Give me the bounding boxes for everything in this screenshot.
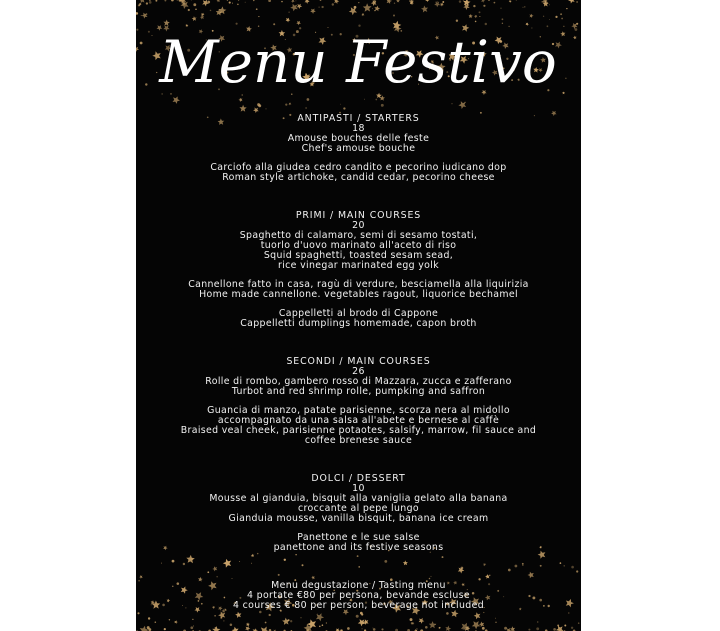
dish-line: Chef's amouse bouche [301, 143, 416, 154]
gold-star [556, 626, 564, 631]
section-price: 26 [352, 366, 365, 377]
gold-dot [227, 0, 228, 1]
gold-dot [437, 1, 438, 2]
gold-dot [482, 627, 485, 630]
gold-dot [164, 0, 166, 1]
gold-dot [214, 615, 216, 617]
gold-star [291, 0, 295, 3]
gold-dot [416, 628, 417, 629]
gold-dot [412, 622, 414, 624]
gold-dot [347, 627, 350, 630]
gold-dot [483, 612, 484, 613]
dish-line: tuorlo d'uovo marinato all'aceto di riso [260, 240, 457, 251]
menu-section-secondi [136, 357, 581, 446]
gold-dot [463, 629, 464, 630]
gold-star [568, 0, 575, 4]
section-title: SECONDI / MAIN COURSES [286, 356, 431, 367]
dish-line: Braised veal cheek, parisienne potaotes, salsify, marrow, fil sauce and [180, 425, 537, 436]
dish [136, 280, 581, 300]
gold-dot [568, 612, 569, 613]
gold-dot [192, 619, 193, 620]
gold-dot [322, 624, 324, 626]
gold-dot [446, 612, 449, 615]
gold-dot [155, 621, 157, 623]
gold-dot [137, 612, 139, 614]
dish-line: Amouse bouches delle feste [287, 133, 430, 144]
dish-line: Spaghetto di calamaro, semi di sesamo tostati, [239, 230, 478, 241]
gold-dot [148, 617, 150, 619]
gold-dot [544, 0, 546, 2]
menu-title [136, 4, 581, 116]
dish-line: Rolle di rombo, gambero rosso di Mazzara, zucca e zafferano [205, 376, 512, 387]
dish [136, 533, 581, 553]
dish-line: Gianduia mousse, vanilla bisquit, banana ice cream [228, 513, 489, 524]
section-price: 20 [352, 220, 365, 231]
dish-line: Cannellone fatto in casa, ragù di verdure, besciamella alla liquirizia [188, 279, 529, 290]
dish [136, 309, 581, 329]
dish-line: rice vinegar marinated egg yolk [278, 260, 439, 271]
gold-dot [326, 622, 327, 623]
gold-dot [171, 0, 174, 1]
gold-dot [564, 625, 566, 627]
gold-star [260, 627, 269, 631]
dish-line: Mousse al gianduia, bisquit alla vaniglia gelato alla banana [209, 493, 508, 504]
menu-section-primi [136, 211, 581, 329]
gold-star [235, 612, 241, 618]
gold-star [396, 0, 400, 3]
dish-line: Cappelletti al brodo di Cappone [278, 308, 439, 319]
menu-title-text: Menu Festivo [159, 28, 557, 96]
gold-star [245, 626, 250, 631]
gold-dot [571, 627, 573, 629]
gold-star [509, 0, 512, 3]
gold-dot [265, 622, 267, 624]
gold-dot [269, 614, 271, 616]
gold-dot [230, 624, 233, 627]
tasting-menu-footer [136, 581, 581, 611]
gold-dot [381, 628, 383, 630]
gold-dot [439, 627, 441, 629]
dish [136, 163, 581, 183]
gold-dot [207, 1, 210, 4]
gold-dot [149, 0, 150, 1]
menu-card [136, 0, 581, 631]
gold-star [445, 626, 451, 631]
footer-line: Menu degustazione / Tasting menu [271, 580, 446, 591]
gold-dot [495, 622, 496, 623]
dish-line: croccante al pepe lungo [298, 503, 419, 514]
gold-dot [409, 1, 410, 2]
gold-star [358, 619, 366, 626]
dish-line: Home made cannellone. vegetables ragout, liquorice bechamel [199, 289, 518, 300]
dish [136, 494, 581, 524]
gold-star [510, 626, 515, 631]
gold-dot [290, 620, 292, 622]
gold-star [212, 626, 220, 631]
gold-dot [301, 617, 302, 618]
dish [136, 231, 581, 271]
gold-dot [537, 621, 538, 622]
gold-dot [238, 0, 239, 1]
gold-dot [295, 0, 296, 1]
gold-star [246, 622, 250, 626]
gold-dot [193, 626, 194, 627]
dish-line: Cappelletti dumplings homemade, capon broth [240, 318, 477, 329]
gold-star [282, 618, 290, 625]
gold-dot [536, 627, 539, 630]
gold-star [429, 621, 437, 628]
gold-dot [253, 0, 254, 1]
gold-star [139, 0, 145, 3]
gold-dot [425, 626, 428, 629]
gold-dot [516, 0, 517, 1]
dish-line: panettone and its festive seasons [273, 542, 444, 553]
section-price: 10 [352, 483, 365, 494]
menu-section-starters [136, 114, 581, 183]
gold-dot [504, 627, 507, 630]
gold-star [217, 0, 221, 2]
dish-line: Guancia di manzo, patate parisienne, scorza nera al midollo [207, 405, 510, 416]
footer-line: 4 courses € 80 per person, beverage not included [232, 600, 485, 611]
gold-dot [578, 622, 580, 624]
gold-dot [169, 619, 170, 620]
gold-star [419, 618, 425, 624]
gold-dot [215, 627, 217, 629]
gold-dot [259, 611, 262, 614]
menu-content [136, 114, 581, 611]
section-title: PRIMI / MAIN COURSES [295, 210, 422, 221]
gold-dot [190, 626, 193, 629]
gold-dot [179, 0, 182, 2]
section-price: 18 [352, 123, 365, 134]
gold-dot [361, 613, 363, 615]
section-title: DOLCI / DESSERT [311, 473, 406, 484]
gold-dot [488, 0, 490, 1]
section-title: ANTIPASTI / STARTERS [297, 113, 420, 124]
dish [136, 134, 581, 154]
gold-dot [442, 1, 444, 3]
gold-dot [268, 0, 271, 2]
gold-dot [372, 628, 373, 629]
gold-dot [361, 628, 362, 629]
gold-dot [373, 628, 376, 631]
gold-dot [320, 0, 322, 1]
dish [136, 377, 581, 397]
gold-dot [245, 2, 246, 3]
menu-section-dolci [136, 474, 581, 553]
gold-dot [223, 620, 224, 621]
dish-line: Squid spaghetti, toasted sesam sead, [263, 250, 454, 261]
gold-dot [528, 629, 530, 631]
dish-line: Carciofo alla giudea cedro candito e pecorino iudicano dop [210, 162, 507, 173]
gold-dot [495, 618, 496, 619]
dish-line: Turbot and red shrimp rolle, pumpking and saffron [231, 386, 486, 397]
dish-line: accompagnato da una salsa all'abete e bernese al caffè [217, 415, 500, 426]
dish-line: coffee brenese sauce [304, 435, 413, 446]
gold-dot [164, 628, 166, 630]
gold-star [232, 627, 239, 631]
gold-dot [281, 1, 282, 2]
gold-dot [317, 614, 318, 615]
gold-dot [463, 0, 464, 1]
gold-star [481, 0, 485, 3]
gold-dot [410, 618, 413, 621]
dish [136, 406, 581, 446]
dish-line: Panettone e le sue salse [297, 532, 420, 543]
gold-star [174, 620, 178, 624]
dish-line: Roman style artichoke, candid cedar, pecorino cheese [222, 172, 495, 183]
gold-dot [459, 0, 461, 2]
gold-dot [177, 0, 179, 1]
gold-dot [414, 611, 415, 612]
gold-dot [319, 626, 320, 627]
gold-dot [287, 619, 289, 621]
gold-dot [155, 0, 157, 2]
gold-star [472, 621, 481, 629]
gold-dot [356, 615, 359, 618]
gold-star [474, 612, 481, 619]
gold-star [425, 0, 429, 2]
gold-dot [553, 628, 556, 631]
gold-dot [220, 617, 222, 619]
footer-line: 4 portate €80 per persona, bevande escluse [247, 590, 470, 601]
gold-dot [576, 1, 578, 3]
